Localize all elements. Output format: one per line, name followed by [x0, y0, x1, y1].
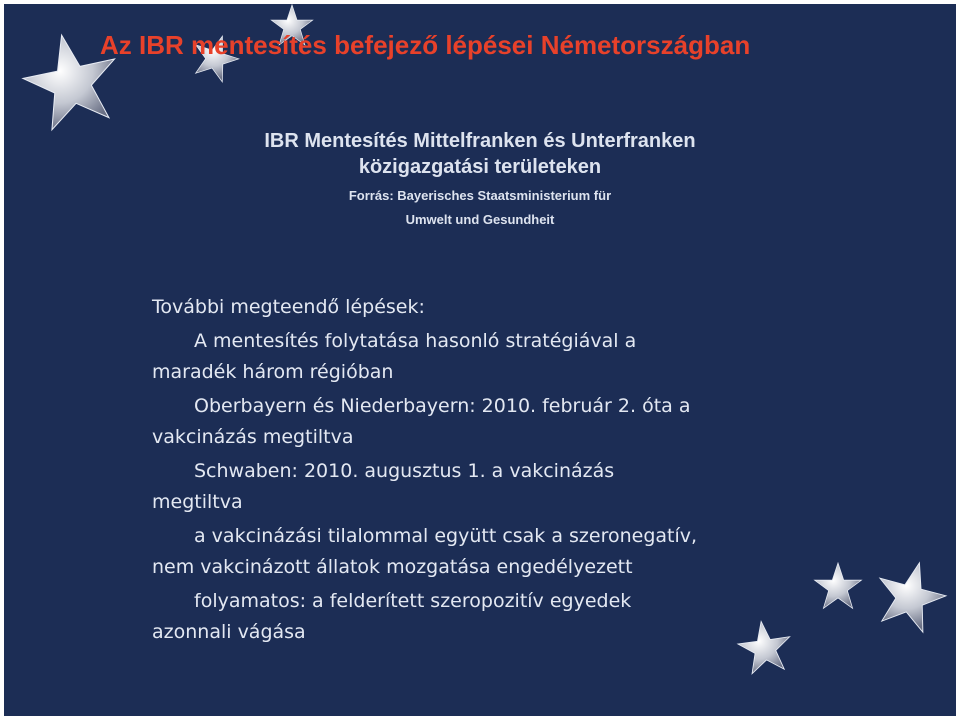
- subtitle-line: közigazgatási területeken: [358, 156, 602, 178]
- subtitle-block: [100, 128, 860, 232]
- step-continuation: megtiltva: [152, 491, 243, 513]
- step-first-line: A mentesítés folytatása hasonló stratégiával a: [194, 330, 637, 352]
- step-first-line: Oberbayern és Niederbayern: 2010. február 2. óta a: [194, 395, 691, 417]
- slide: [4, 4, 956, 716]
- source-line: Umwelt und Gesundheit: [405, 212, 555, 227]
- step-first-line: folyamatos: a felderített szeropozitív egyedek: [194, 590, 632, 612]
- step-item: [152, 586, 792, 648]
- steps-heading: További megteendő lépések:: [152, 296, 425, 318]
- step-item: [152, 521, 792, 583]
- slide-title: Az IBR mentesítés befejező lépései Németországban: [100, 30, 751, 60]
- step-first-line: Schwaben: 2010. augusztus 1. a vakcinázás: [194, 460, 615, 482]
- step-item: [152, 326, 792, 388]
- step-continuation: azonnali vágása: [152, 621, 306, 643]
- subtitle-line: IBR Mentesítés Mittelfranken és Unterfranken: [264, 130, 696, 152]
- step-continuation: maradék három régióban: [152, 361, 394, 383]
- step-continuation: nem vakcinázott állatok mozgatása engedélyezett: [152, 556, 633, 578]
- step-first-line: a vakcinázási tilalommal együtt csak a szeronegatív,: [194, 525, 698, 547]
- step-item: [152, 391, 792, 453]
- star-icon: [812, 562, 864, 614]
- star-icon: [872, 560, 948, 636]
- step-continuation: vakcinázás megtiltva: [152, 426, 354, 448]
- source-line: Forrás: Bayerisches Staatsministerium für: [348, 188, 612, 203]
- steps-section: [152, 292, 792, 648]
- step-item: [152, 456, 792, 518]
